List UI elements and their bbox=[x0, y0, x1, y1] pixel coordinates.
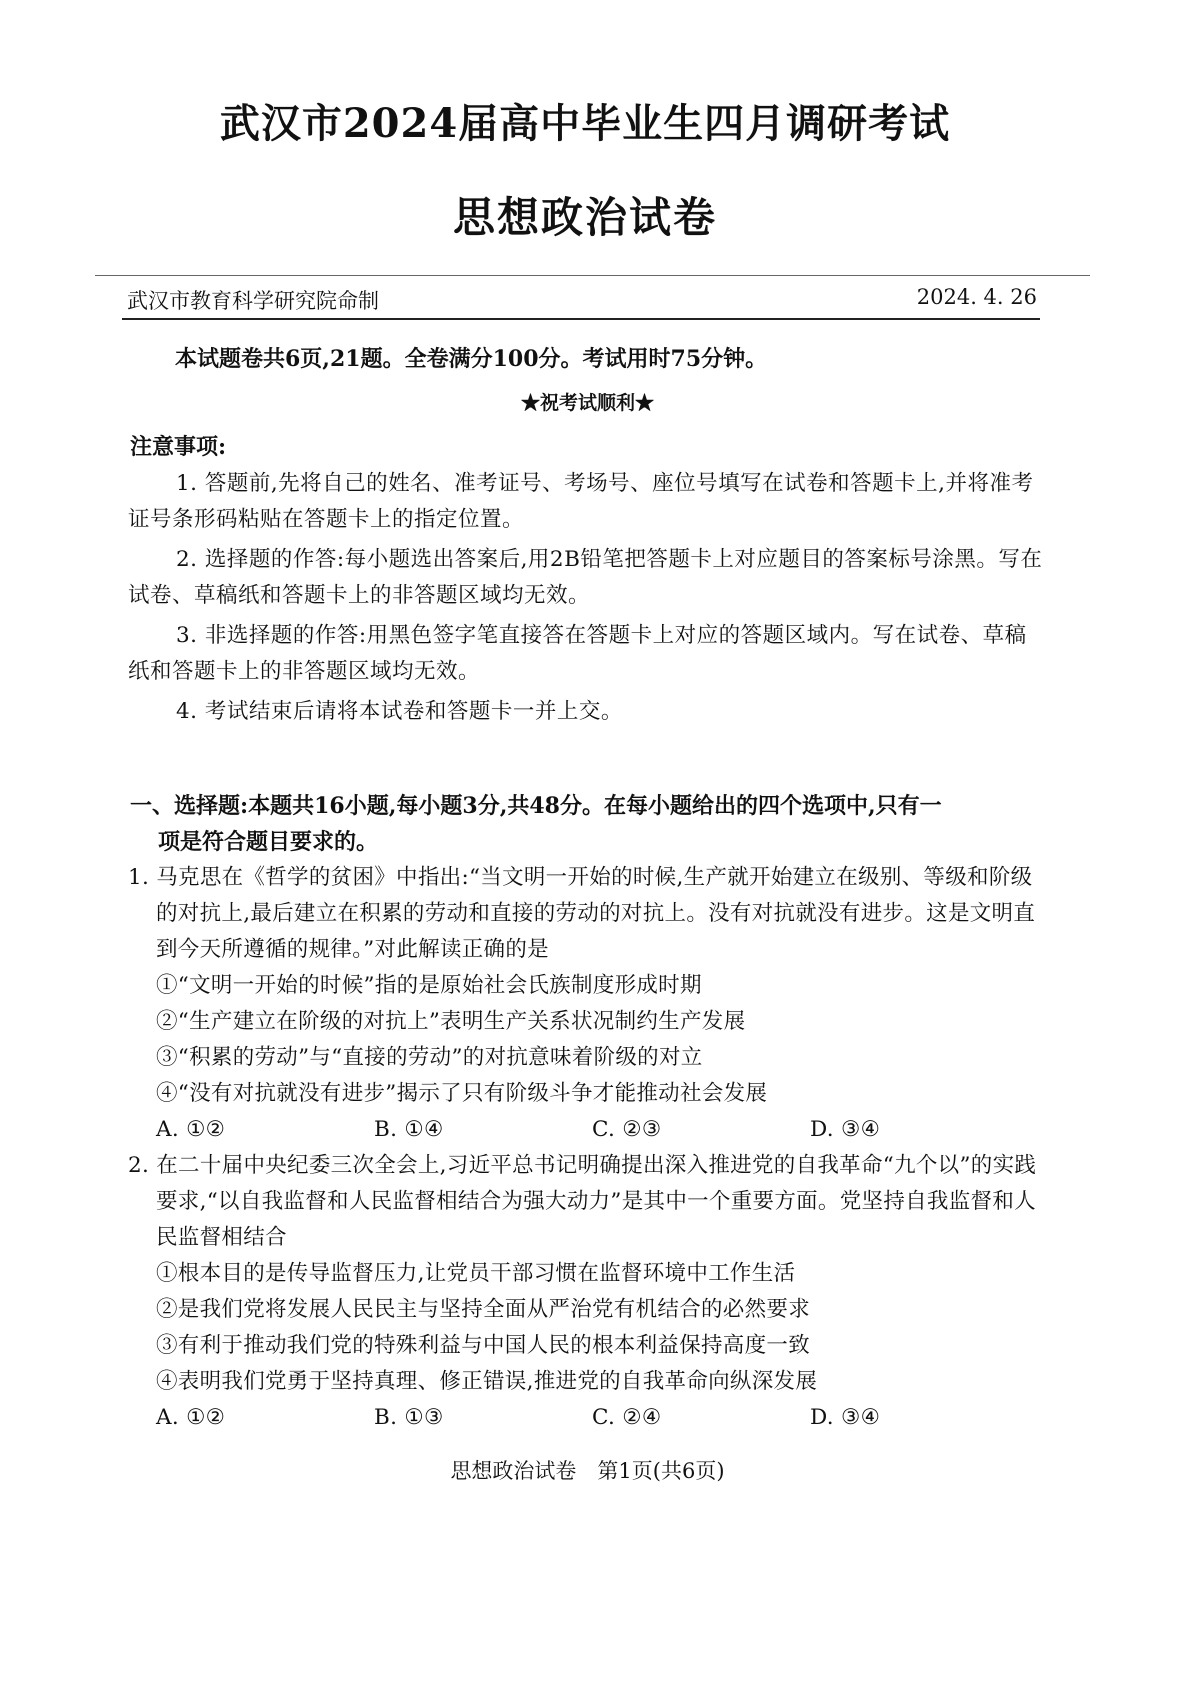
question-statement: ③有利于推动我们党的特殊利益与中国人民的根本利益保持高度一致 bbox=[156, 1333, 811, 1358]
answer-option-a: A. ①② bbox=[156, 1405, 226, 1430]
subject-title: 思想政治试卷 bbox=[452, 193, 717, 242]
question-statement: ②“生产建立在阶级的对抗上”表明生产关系状况制约生产发展 bbox=[156, 1009, 746, 1034]
question-statement: ①“文明一开始的时候”指的是原始社会氏族制度形成时期 bbox=[156, 973, 702, 998]
answer-option-b: B. ①④ bbox=[374, 1117, 444, 1142]
question-statement: ④表明我们党勇于坚持真理、修正错误,推进党的自我革命向纵深发展 bbox=[156, 1369, 818, 1394]
answer-option-d: D. ③④ bbox=[810, 1117, 881, 1142]
publisher: 武汉市教育科学研究院命制 bbox=[127, 289, 379, 313]
answer-options bbox=[128, 1112, 1043, 1148]
header-rule-bottom bbox=[122, 318, 1040, 320]
question-stem: 2. 在二十届中央纪委三次全会上,习近平总书记明确提出深入推进党的自我革命“九个以”的实践要求,“以自我监督和人民监督相结合为强大动力”是其中一个重要方面。党坚持自我监督和人民监督相结合 bbox=[128, 1153, 1037, 1250]
exam-title: 武汉市2024届高中毕业生四月调研考试 bbox=[219, 100, 951, 147]
question-statement: ②是我们党将发展人民民主与坚持全面从严治党有机结合的必然要求 bbox=[156, 1297, 811, 1322]
page-footer: 思想政治试卷 第1页(共6页) bbox=[450, 1459, 725, 1483]
notice-item: 2. 选择题的作答:每小题选出答案后,用2B铅笔把答题卡上对应题目的答案标号涂黑。写在试卷、草稿纸和答题卡上的非答题区域均无效。 bbox=[128, 547, 1043, 608]
question-statement: ④“没有对抗就没有进步”揭示了只有阶级斗争才能推动社会发展 bbox=[156, 1081, 768, 1106]
good-luck-banner: ★祝考试顺利★ bbox=[520, 392, 654, 414]
notice-title: 注意事项: bbox=[130, 434, 227, 460]
notice-item: 1. 答题前,先将自己的姓名、准考证号、考场号、座位号填写在试卷和答题卡上,并将准考证号条形码粘贴在答题卡上的指定位置。 bbox=[128, 471, 1034, 532]
question-stem: 1. 马克思在《哲学的贫困》中指出:“当文明一开始的时候,生产就开始建立在级别、等级和阶级的对抗上,最后建立在积累的劳动和直接的劳动的对抗上。没有对抗就没有进步。这是文明直到今天所遵循的规律。”对此解读正确的是 bbox=[128, 865, 1036, 962]
exam-date: 2024. 4. 26 bbox=[916, 285, 1037, 309]
section-heading-line1: 一、选择题:本题共16小题,每小题3分,共48分。在每小题给出的四个选项中,只有一 bbox=[130, 793, 942, 819]
notice-item: 4. 考试结束后请将本试卷和答题卡一并上交。 bbox=[176, 699, 623, 724]
answer-option-d: D. ③④ bbox=[810, 1405, 881, 1430]
question-2 bbox=[128, 1148, 1043, 1436]
publisher-row bbox=[127, 285, 1037, 315]
exam-info: 本试题卷共6页,21题。全卷满分100分。考试用时75分钟。 bbox=[175, 346, 768, 372]
section-heading-line2: 项是符合题目要求的。 bbox=[158, 829, 379, 855]
question-statement: ③“积累的劳动”与“直接的劳动”的对抗意味着阶级的对立 bbox=[156, 1045, 703, 1070]
answer-option-b: B. ①③ bbox=[374, 1405, 444, 1430]
answer-option-c: C. ②④ bbox=[592, 1405, 662, 1430]
answer-option-a: A. ①② bbox=[156, 1117, 226, 1142]
section-heading bbox=[130, 788, 1040, 860]
question-statement: ①根本目的是传导监督压力,让党员干部习惯在监督环境中工作生活 bbox=[156, 1261, 796, 1286]
answer-option-c: C. ②③ bbox=[592, 1117, 662, 1142]
notice-item: 3. 非选择题的作答:用黑色签字笔直接答在答题卡上对应的答题区域内。写在试卷、草稿纸和答题卡上的非答题区域均无效。 bbox=[128, 623, 1027, 684]
answer-options bbox=[128, 1400, 1043, 1436]
header-rule-top bbox=[95, 275, 1090, 276]
question-1 bbox=[128, 860, 1043, 1148]
